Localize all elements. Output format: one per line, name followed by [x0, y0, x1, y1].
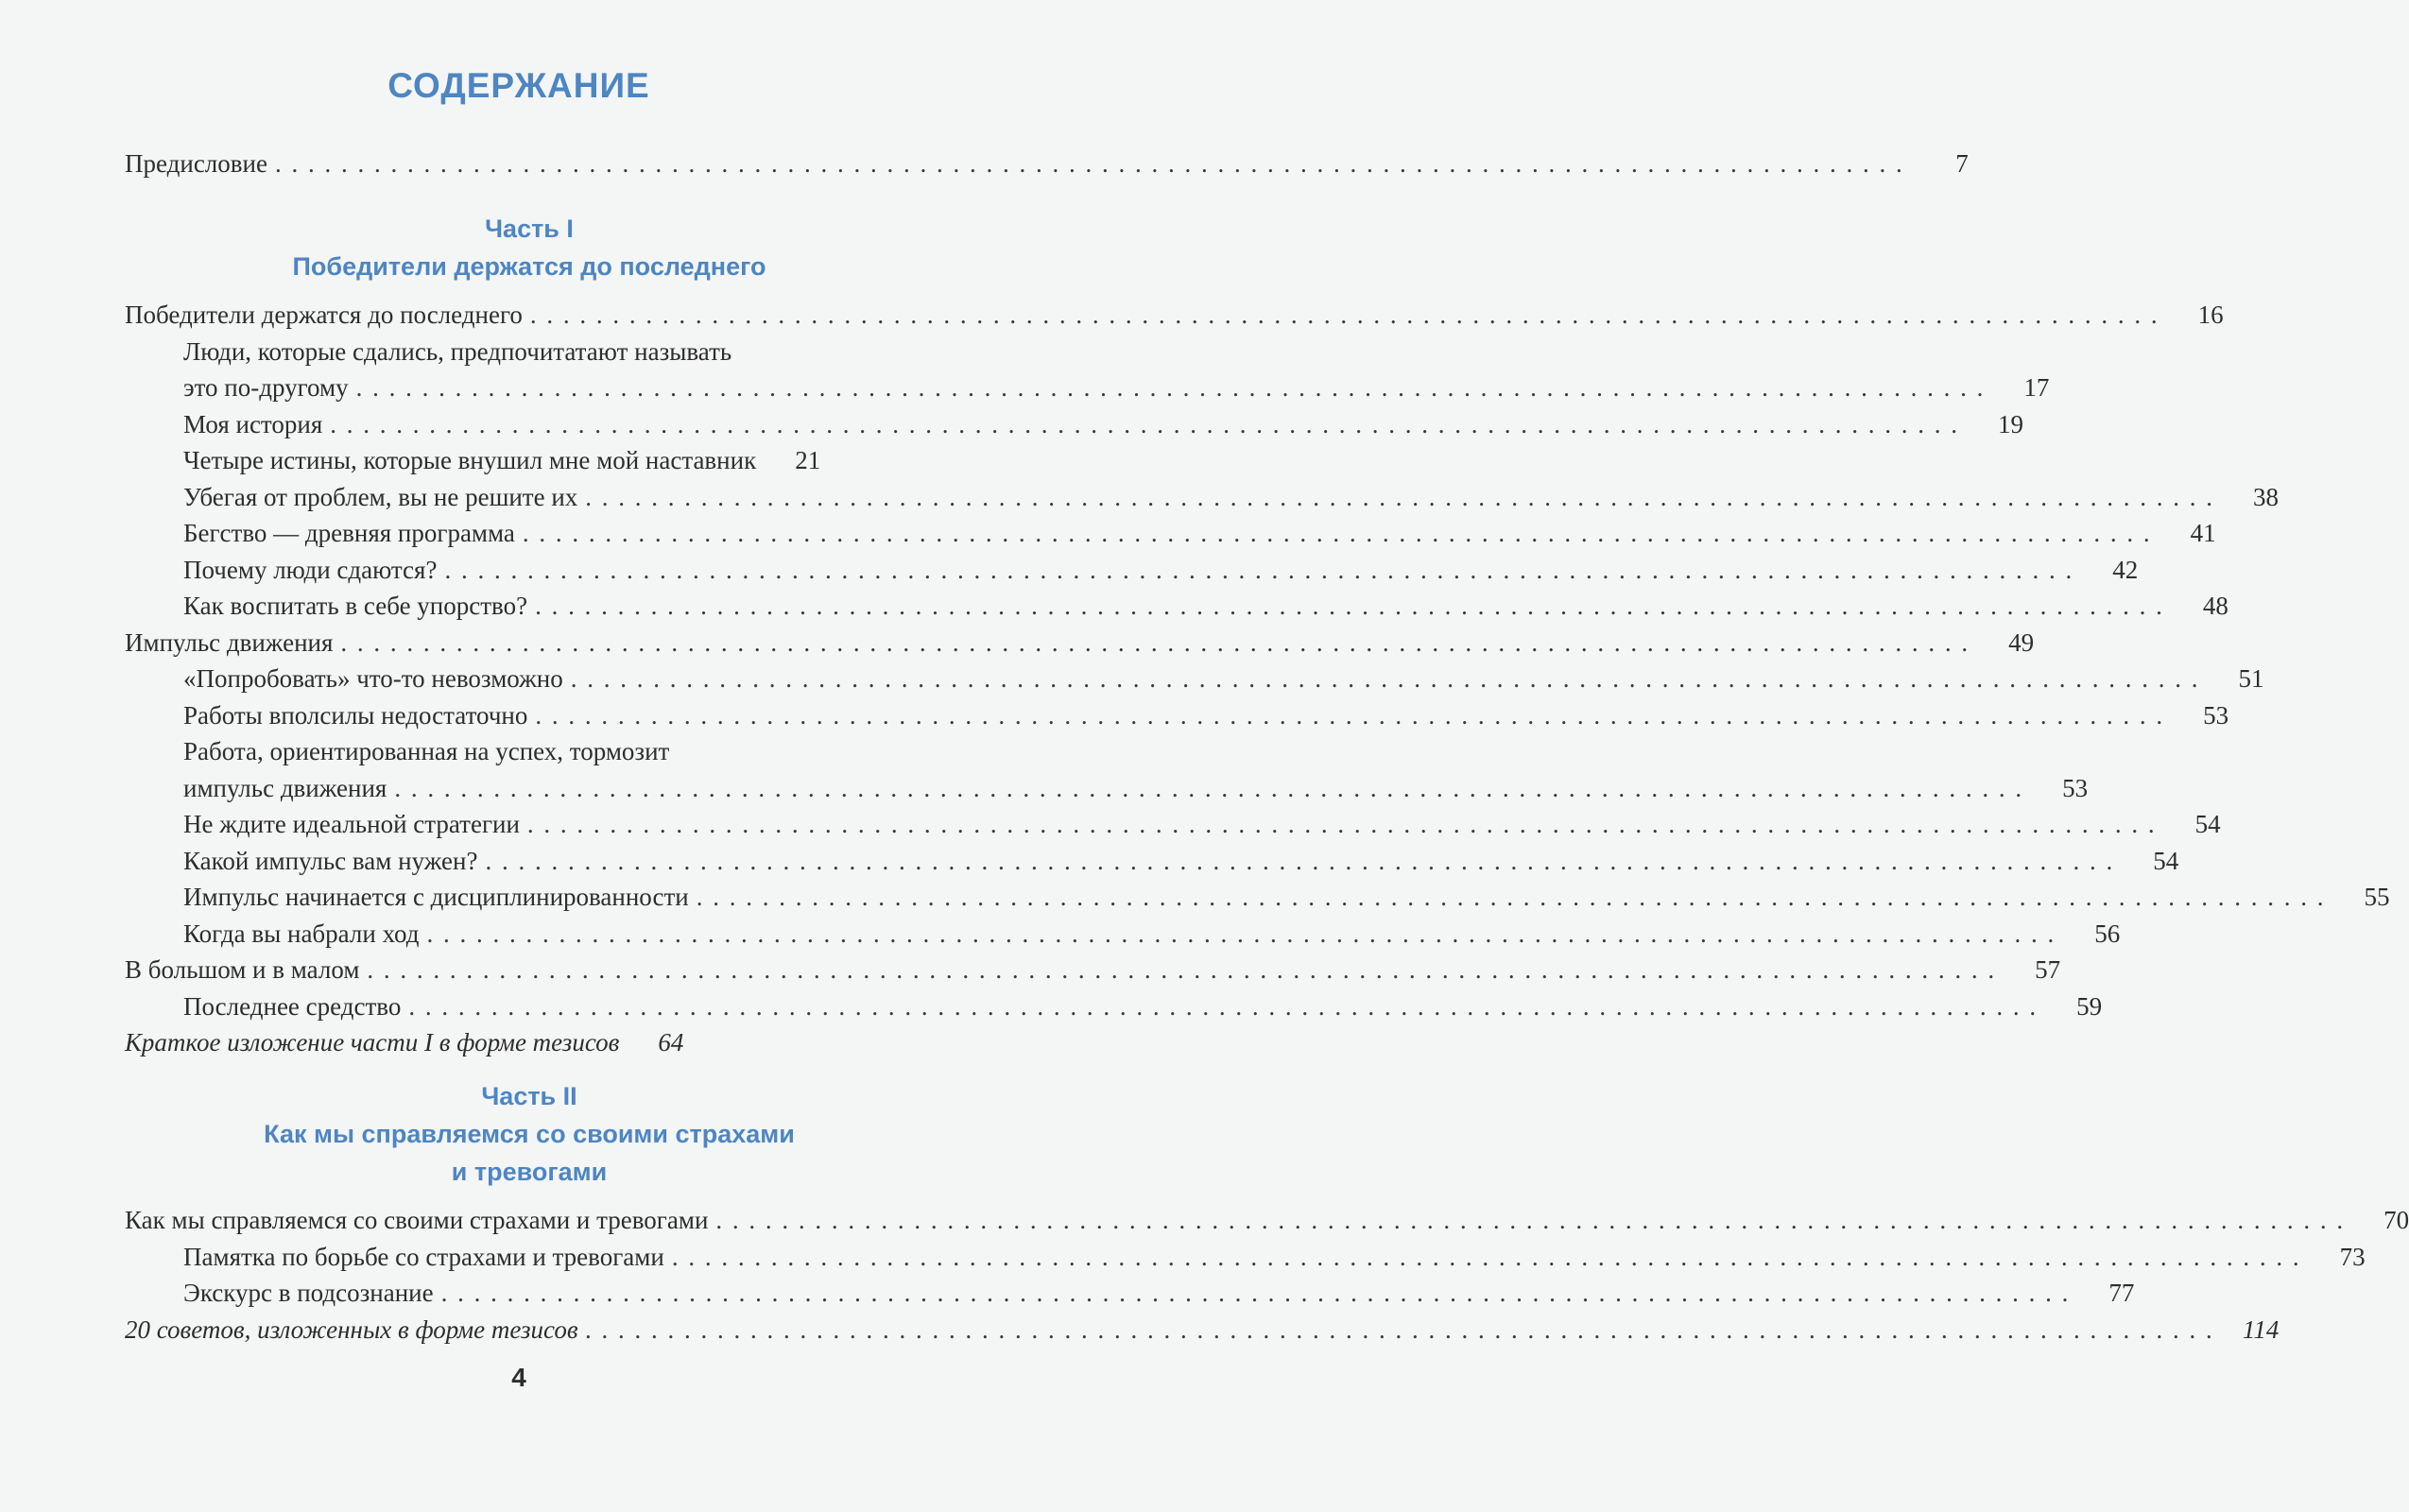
- entry-page: 73: [2339, 1242, 2366, 1271]
- dot-leader: [356, 369, 1986, 406]
- entry-title: 20 советов, изложенных в форме тезисов: [125, 1314, 578, 1344]
- part1-subtitle: Победители держатся до последнего: [292, 252, 766, 281]
- entry-title: «Попробовать» что-то невозможно: [183, 664, 563, 693]
- toc-entry: [125, 297, 2224, 334]
- toc-entry: [125, 879, 2390, 916]
- part2-subtitle: и тревогами: [451, 1158, 608, 1186]
- dot-leader: [571, 661, 2200, 697]
- entry-title: Как воспитать в себе упорство?: [183, 592, 528, 620]
- dot-leader: [367, 952, 1996, 988]
- entry-title: Работы вполсилы недостаточно: [183, 700, 528, 730]
- entry-title: Четыре истины, которые внушил мне мой наставник: [183, 446, 757, 474]
- entry-title: Убегая от проблем, вы не решите их: [183, 482, 578, 511]
- dot-leader: [441, 1275, 2071, 1312]
- entry-title: это по-другому: [183, 373, 349, 402]
- toc-entry: [125, 988, 2103, 1025]
- dot-leader: [523, 515, 2152, 552]
- toc-entry: [125, 843, 2179, 880]
- dot-leader: [408, 988, 2038, 1025]
- dot-leader: [427, 916, 2056, 953]
- dot-leader: [715, 1202, 2345, 1239]
- toc-entry: [125, 661, 2264, 697]
- part1-label: Часть I: [485, 215, 574, 243]
- entry-page: 41: [2190, 519, 2216, 547]
- entry-page: 21: [795, 446, 821, 474]
- entry-page: 70: [2383, 1206, 2409, 1234]
- dot-leader: [275, 146, 1904, 182]
- entry-page: 54: [2153, 846, 2179, 875]
- entry-page: 51: [2238, 664, 2264, 693]
- toc-entry: [125, 552, 2139, 589]
- entry-page: 53: [2203, 700, 2229, 730]
- entry-page: 55: [2364, 883, 2390, 911]
- entry-page: 38: [2253, 482, 2280, 511]
- entry-title: Когда вы набрали ход: [183, 919, 420, 948]
- entry-title: Бегство — древняя программа: [183, 519, 515, 547]
- toc-entry: [125, 1239, 2366, 1276]
- entry-title: Последнее средство: [183, 991, 402, 1021]
- toc-entry: [125, 625, 2035, 662]
- toc-entry: [125, 479, 2280, 516]
- toc-entry: [125, 1312, 2280, 1349]
- entry-title: Моя история: [183, 409, 323, 438]
- entry-title: импульс движения: [183, 773, 387, 802]
- toc-part1: [125, 297, 2390, 1061]
- entry-page: 64: [658, 1028, 684, 1057]
- toc-entry: [125, 146, 1969, 182]
- entry-page: 48: [2202, 592, 2228, 620]
- dot-leader: [330, 406, 1959, 443]
- entry-page: 56: [2094, 919, 2121, 948]
- entry-page: 17: [2023, 373, 2050, 402]
- entry-title: Не ждите идеальной стратегии: [183, 810, 520, 838]
- entry-page: 49: [2008, 627, 2035, 657]
- entry-page: 19: [1997, 409, 2023, 438]
- entry-title-line: Люди, которые сдались, предпочитатают называть: [183, 336, 732, 366]
- part2-heading: [123, 1077, 936, 1191]
- part1-heading: [123, 210, 936, 285]
- entry-title: В большом и в малом: [125, 955, 360, 984]
- entry-title: Импульс движения: [125, 627, 334, 657]
- dot-leader: [535, 588, 2164, 625]
- entry-title-line: Работа, ориентированная на успех, тормозит: [183, 737, 670, 765]
- entry-page: 16: [2197, 301, 2224, 329]
- entry-page: 114: [2242, 1314, 2280, 1344]
- entry-page: 59: [2076, 991, 2103, 1021]
- dot-leader: [444, 552, 2073, 589]
- entry-title: Памятка по борьбе со страхами и тревогами: [183, 1242, 664, 1271]
- entry-title: Как мы справляемся со своими страхами и тревогами: [125, 1206, 709, 1234]
- entry-page: 57: [2035, 955, 2061, 984]
- toc-entry: [125, 1024, 936, 1061]
- toc-entry: [125, 770, 2089, 807]
- entry-title: Предисловие: [125, 149, 267, 178]
- page-number: 4: [511, 1363, 526, 1392]
- toc-entry: [125, 952, 2061, 988]
- entry-page: 53: [2062, 773, 2089, 802]
- toc-entry: [125, 1275, 2135, 1312]
- page-title: СОДЕРЖАНИЕ: [387, 66, 650, 105]
- dot-leader: [485, 843, 2114, 880]
- toc-entry: [125, 515, 2216, 552]
- part2-label: Часть II: [481, 1082, 577, 1110]
- toc-entry: [125, 1202, 2409, 1239]
- entry-title: Импульс начинается с дисциплинированности: [183, 883, 689, 911]
- dot-leader: [340, 625, 1970, 662]
- dot-leader: [527, 806, 2157, 843]
- entry-title: Экскурс в подсознание: [183, 1279, 434, 1307]
- entry-page: 54: [2194, 810, 2221, 838]
- dot-leader: [697, 879, 2326, 916]
- dot-leader: [530, 297, 2159, 334]
- toc-entry: [125, 442, 936, 479]
- dot-leader: [535, 697, 2164, 734]
- dot-leader: [672, 1239, 2301, 1276]
- dot-leader: [586, 1312, 2215, 1349]
- toc-entry: [125, 916, 2121, 953]
- dot-leader: [585, 479, 2214, 516]
- entry-title: Победители держатся до последнего: [125, 301, 523, 329]
- entry-page: 7: [1955, 149, 1969, 178]
- toc-entry: [125, 588, 2228, 625]
- toc-entry: [125, 369, 2050, 406]
- entry-title: Почему люди сдаются?: [183, 555, 438, 584]
- entry-page: 42: [2112, 555, 2139, 584]
- dot-leader: [394, 770, 2023, 807]
- toc-entry: [125, 697, 2229, 734]
- toc-entry: [125, 406, 2023, 443]
- toc-preface: [125, 146, 1969, 182]
- part2-subtitle: Как мы справляемся со своими страхами: [264, 1120, 795, 1148]
- toc-part2: [125, 1202, 2409, 1348]
- entry-title: Какой импульс вам нужен?: [183, 846, 478, 875]
- entry-page: 77: [2108, 1279, 2135, 1307]
- toc-entry: [125, 806, 2221, 843]
- entry-title: Краткое изложение части I в форме тезисов: [125, 1028, 620, 1057]
